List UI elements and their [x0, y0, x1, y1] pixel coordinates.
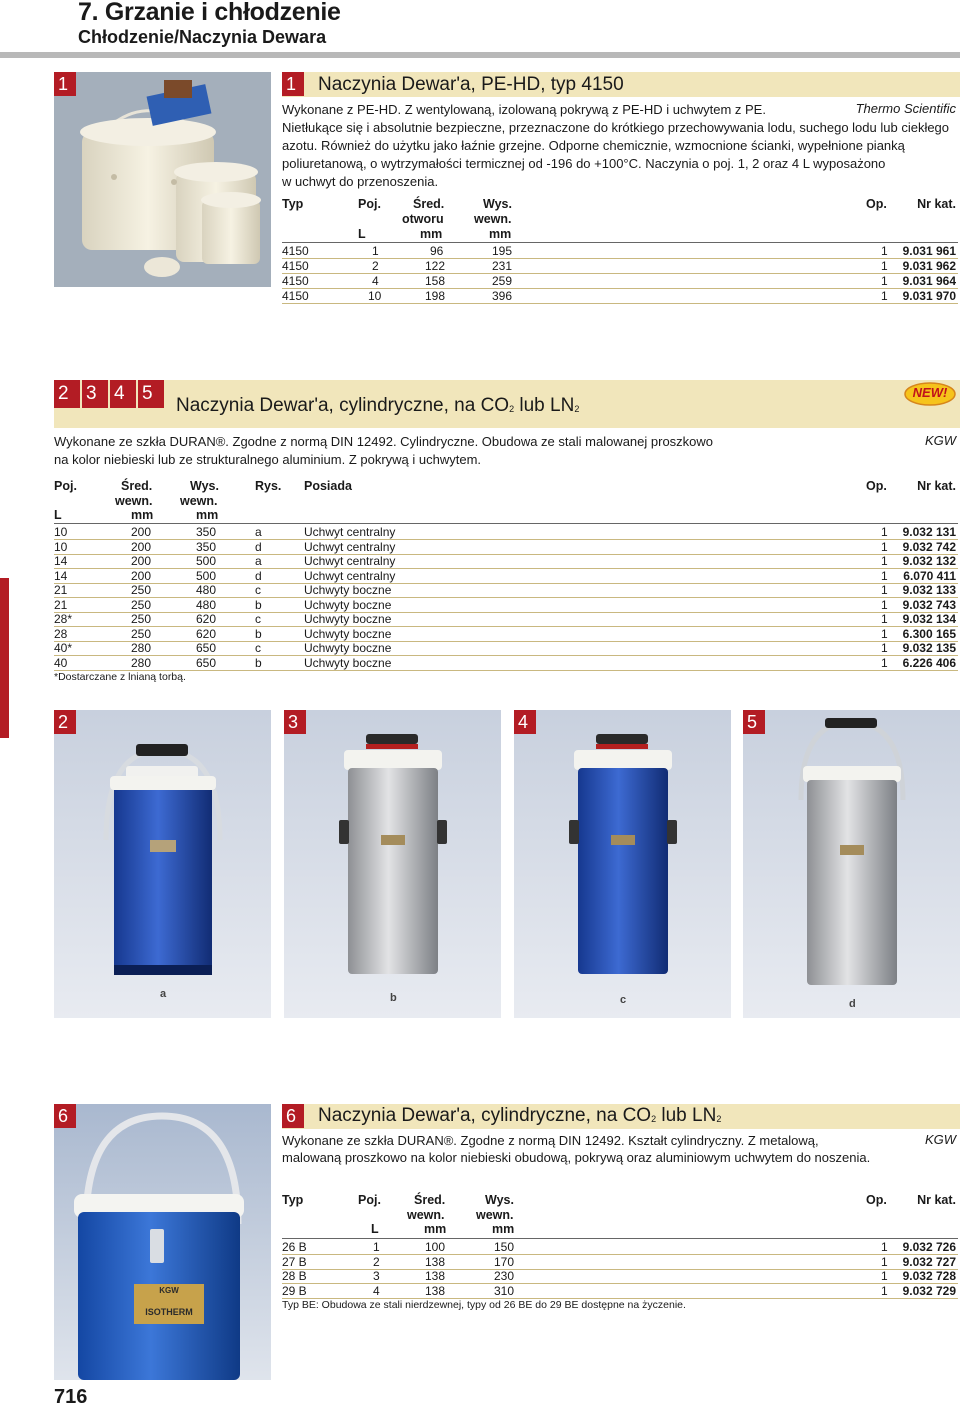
chapter-title: 7. Grzanie i chłodzenie: [78, 0, 341, 26]
s1-cell-op: 1: [881, 259, 888, 273]
section6-vendor: KGW: [924, 1132, 956, 1147]
section2-badge-2: 2: [54, 380, 80, 408]
s6-col-sred: Śred.: [414, 1193, 446, 1207]
s2-cell-nr: 9.032 743: [902, 597, 956, 612]
s2-cell-op: 1: [881, 525, 888, 539]
photo-label-c: c: [620, 994, 627, 1006]
s2-cell-wys: 620: [196, 626, 217, 641]
s6-col-op: Op.: [866, 1193, 887, 1207]
row-rule: [54, 641, 958, 642]
s1-col-otworu: otworu: [402, 212, 444, 226]
s2-cell-poj: 40: [54, 655, 68, 670]
s6-cell-wys: 150: [494, 1240, 515, 1254]
row-rule: [54, 626, 958, 627]
s2-cell-posiada: Uchwyt centralny: [304, 554, 396, 568]
section2-badge-3: 3: [82, 380, 108, 408]
section1-badge: 1: [282, 72, 304, 96]
section1-desc-line-4: poliuretanową, o wytrzymałości termicznej od -196 do +100°C. Naczynia o poj. 1, 2 oraz 4 L wyposażono: [282, 156, 886, 171]
s1-cell-typ: 4150: [282, 244, 309, 258]
s6-cell-sred: 138: [425, 1269, 446, 1283]
s2-cell-poj: 21: [54, 597, 68, 612]
chapter-subtitle: Chłodzenie/Naczynia Dewara: [78, 27, 327, 47]
dewar-blue-side-handles: [514, 710, 731, 1018]
s1-cell-wys: 195: [492, 244, 513, 258]
photo-badge-4: 4: [514, 710, 536, 734]
s6-cell-op: 1: [881, 1269, 888, 1283]
s6-cell-poj: 4: [373, 1283, 380, 1298]
s2-cell-nr: 9.032 131: [902, 525, 956, 539]
s1-cell-typ: 4150: [282, 259, 309, 273]
s2-cell-sred: 250: [131, 583, 152, 597]
row-rule: [54, 539, 958, 540]
s2-cell-wys: 620: [196, 612, 217, 626]
chapter-side-tab: [0, 578, 9, 738]
s2-cell-rys: d: [255, 539, 262, 554]
s2-cell-op: 1: [881, 655, 888, 670]
s2-cell-sred: 280: [131, 655, 152, 670]
s2-unit-mm1: mm: [131, 508, 154, 522]
s2-cell-posiada: Uchwyty boczne: [304, 626, 392, 641]
s2-cell-op: 1: [881, 568, 888, 583]
section6-title: [318, 1105, 721, 1127]
photo-label-d: d: [849, 998, 856, 1010]
s1-cell-poj: 1: [372, 244, 379, 258]
s6-title-sub1: 2: [651, 1114, 657, 1124]
s2-col-poj: Poj.: [54, 479, 77, 493]
dewar-isotherm-blue: [54, 1104, 271, 1380]
section2-badge-5: 5: [138, 380, 164, 408]
row-rule: [282, 288, 958, 289]
s1-cell-sred: 158: [425, 274, 446, 288]
s2-cell-poj: 21: [54, 583, 68, 597]
s2-cell-op: 1: [881, 597, 888, 612]
s6-cell-poj: 2: [373, 1254, 380, 1269]
s2-cell-sred: 280: [131, 641, 152, 655]
s6-cell-wys: 170: [494, 1254, 515, 1269]
isotherm-brand-label: KGW: [159, 1286, 179, 1295]
row-rule: [54, 583, 958, 584]
row-rule: [282, 1283, 958, 1284]
s6-cell-op: 1: [881, 1283, 888, 1298]
s1-cell-sred: 96: [430, 244, 444, 258]
s1-cell-op: 1: [881, 274, 888, 288]
photo-badge-6: 6: [54, 1104, 76, 1128]
row-rule: [54, 670, 958, 671]
s2-cell-op: 1: [881, 583, 888, 597]
s2-cell-posiada: Uchwyty boczne: [304, 641, 392, 655]
s2-cell-wys: 480: [196, 583, 217, 597]
s2-cell-rys: b: [255, 597, 262, 612]
s2-cell-op: 1: [881, 612, 888, 626]
s2-cell-op: 1: [881, 641, 888, 655]
s2-cell-poj: 28*: [54, 612, 73, 626]
photo-label-b: b: [390, 992, 397, 1004]
s1-cell-poj: 4: [372, 274, 379, 288]
s6-header-rule: [282, 1238, 958, 1239]
s6-cell-typ: 26 B: [282, 1240, 307, 1254]
s6-cell-wys: 310: [494, 1283, 515, 1298]
s2-cell-nr: 6.070 411: [903, 568, 956, 583]
s1-cell-nr: 9.031 964: [902, 274, 956, 288]
s2-cell-wys: 350: [196, 539, 217, 554]
s2-cell-rys: a: [255, 525, 262, 539]
s1-cell-poj: 10: [368, 289, 382, 303]
row-rule: [282, 258, 958, 259]
s6-cell-sred: 100: [425, 1240, 446, 1254]
section2-desc-line-1: Wykonane ze szkła DURAN®. Zgodne z normą DIN 12492. Cylindryczne. Obudowa ze stali malowanej proszkowo: [54, 434, 714, 449]
s6-title-text: Naczynia Dewar'a, cylindryczne, na CO: [318, 1105, 652, 1126]
s1-cell-wys: 231: [492, 259, 513, 273]
product-photo-6: [54, 1104, 271, 1380]
s6-unit-mm2: mm: [492, 1222, 515, 1236]
s1-header-rule: [282, 242, 958, 243]
s2-col-sred: Śred.: [121, 479, 153, 493]
section1-desc-line-3: azotu. Również do użytku jako łaźnie grzejne. Odporne chemicznie, wzmocnione ścianki, wypełnione pianką: [282, 138, 905, 153]
s2-cell-sred: 250: [131, 612, 152, 626]
s6-title-sub2: 2: [716, 1114, 722, 1124]
s2-cell-sred: 200: [131, 525, 152, 539]
s1-cell-wys: 259: [492, 274, 513, 288]
section1-title: Naczynia Dewar'a, PE-HD, typ 4150: [318, 74, 624, 95]
s6-title-mid: lub LN: [656, 1105, 717, 1126]
s2-unit-l: L: [54, 508, 62, 522]
s1-col-wys: Wys.: [483, 197, 512, 211]
dewar-blue-central-handle: [54, 710, 271, 1018]
s2-col-op: Op.: [866, 479, 887, 493]
new-badge-text: NEW!: [912, 385, 948, 400]
pe-dewars-illustration: [54, 72, 271, 287]
s2-col-wewn2: wewn.: [180, 494, 218, 508]
s2-col-wewn1: wewn.: [115, 494, 153, 508]
header-rule: [0, 52, 960, 58]
s2-cell-sred: 250: [131, 597, 152, 612]
s2-title-mid: lub LN: [514, 395, 575, 416]
s6-cell-nr: 9.032 727: [902, 1254, 956, 1269]
s2-title-sub2: 2: [574, 404, 580, 414]
s1-col-op: Op.: [866, 197, 887, 211]
section2-desc-line-2: na kolor niebieski lub ze strukturalnego aluminium. Z pokrywą i uchwytem.: [54, 452, 482, 467]
s2-cell-wys: 650: [196, 655, 217, 670]
s2-cell-poj: 14: [54, 568, 68, 583]
s2-cell-op: 1: [881, 539, 888, 554]
s2-cell-posiada: Uchwyt centralny: [304, 525, 396, 539]
s6-cell-op: 1: [881, 1254, 888, 1269]
row-rule: [54, 597, 958, 598]
s6-col-nr: Nr kat.: [917, 1193, 956, 1207]
s2-cell-poj: 28: [54, 626, 68, 641]
s1-unit-mm2: mm: [489, 227, 512, 241]
s2-cell-posiada: Uchwyty boczne: [304, 612, 392, 626]
s2-cell-wys: 500: [196, 568, 217, 583]
row-rule: [282, 303, 958, 304]
row-rule: [54, 612, 958, 613]
s2-header-rule: [54, 523, 958, 524]
s2-cell-posiada: Uchwyt centralny: [304, 539, 396, 554]
s1-col-nr: Nr kat.: [917, 197, 956, 211]
s2-cell-wys: 480: [196, 597, 217, 612]
s1-cell-sred: 122: [425, 259, 446, 273]
s6-cell-nr: 9.032 729: [902, 1283, 956, 1298]
s1-col-sred: Śred.: [413, 197, 445, 211]
product-photo-3: [284, 710, 501, 1018]
product-photo-4: [514, 710, 731, 1018]
product-photo-5: [743, 710, 960, 1018]
s1-col-wewn: wewn.: [474, 212, 512, 226]
s1-cell-typ: 4150: [282, 289, 309, 303]
s2-title-sub1: 2: [509, 404, 515, 414]
page-number: 716: [54, 1386, 88, 1408]
dewar-aluminium-side-handles: [284, 710, 501, 1018]
s2-cell-rys: c: [255, 583, 261, 597]
dewar-aluminium-central-handle: [743, 710, 960, 1018]
s2-title-text: Naczynia Dewar'a, cylindryczne, na CO: [176, 395, 510, 416]
s6-cell-typ: 27 B: [282, 1254, 307, 1269]
s2-col-wys: Wys.: [190, 479, 219, 493]
s1-cell-nr: 9.031 962: [902, 259, 956, 273]
s2-unit-mm2: mm: [196, 508, 219, 522]
s6-cell-sred: 138: [425, 1283, 446, 1298]
s6-cell-wys: 230: [494, 1269, 515, 1283]
s2-cell-rys: b: [255, 655, 262, 670]
s6-cell-typ: 29 B: [282, 1283, 307, 1298]
s2-cell-poj: 40*: [54, 641, 73, 655]
s6-col-poj: Poj.: [358, 1193, 381, 1207]
s6-cell-sred: 138: [425, 1254, 446, 1269]
row-rule: [54, 655, 958, 656]
s2-cell-posiada: Uchwyt centralny: [304, 568, 396, 583]
s2-cell-sred: 200: [131, 554, 152, 568]
s1-col-typ: Typ: [282, 197, 304, 211]
section6-footnote: Typ BE: Obudowa ze stali nierdzewnej, typy od 26 BE do 29 BE dostępne na życzenie.: [282, 1299, 686, 1311]
section1-vendor: Thermo Scientific: [855, 101, 956, 116]
s1-unit-mm1: mm: [420, 227, 443, 241]
s2-cell-wys: 650: [196, 641, 217, 655]
row-rule: [54, 568, 958, 569]
s2-cell-posiada: Uchwyty boczne: [304, 597, 392, 612]
s6-cell-nr: 9.032 728: [902, 1269, 956, 1283]
s2-cell-rys: d: [255, 568, 262, 583]
section2-badge-4: 4: [110, 380, 136, 408]
s2-cell-sred: 200: [131, 568, 152, 583]
s6-cell-op: 1: [881, 1240, 888, 1254]
s1-cell-op: 1: [881, 289, 888, 303]
s2-cell-nr: 9.032 135: [902, 641, 956, 655]
s2-cell-wys: 500: [196, 554, 217, 568]
s2-cell-op: 1: [881, 626, 888, 641]
s2-cell-poj: 14: [54, 554, 68, 568]
s6-cell-typ: 28 B: [282, 1269, 307, 1283]
s2-cell-rys: b: [255, 626, 262, 641]
s2-cell-rys: c: [255, 641, 261, 655]
s6-unit-l: L: [371, 1222, 379, 1236]
s1-cell-wys: 396: [492, 289, 513, 303]
s2-cell-nr: 6.300 165: [902, 626, 956, 641]
section2-vendor: KGW: [924, 433, 956, 448]
s2-cell-op: 1: [881, 554, 888, 568]
row-rule: [282, 273, 958, 274]
s6-col-wewn1: wewn.: [407, 1208, 445, 1222]
section1-desc-line-1: Wykonane z PE-HD. Z wentylowaną, izolowaną pokrywą z PE-HD i uchwytem z PE.: [282, 102, 766, 117]
photo-badge-2: 2: [54, 710, 76, 734]
s6-unit-mm1: mm: [424, 1222, 447, 1236]
s1-col-poj: Poj.: [358, 197, 381, 211]
s1-cell-nr: 9.031 970: [902, 289, 956, 303]
s6-cell-nr: 9.032 726: [902, 1240, 956, 1254]
section1-desc-line-5: w uchwyt do przenoszenia.: [282, 174, 439, 189]
s2-cell-posiada: Uchwyty boczne: [304, 583, 392, 597]
photo-label-a: a: [160, 988, 167, 1000]
s2-cell-nr: 9.032 742: [902, 539, 956, 554]
s1-cell-op: 1: [881, 244, 888, 258]
section6-desc-line-1: Wykonane ze szkła DURAN®. Zgodne z normą DIN 12492. Kształt cylindryczny. Z metalową,: [282, 1133, 819, 1148]
section1-desc-line-2: Nietłukące się i absolutnie bezpieczne, przeznaczone do krótkiego przechowywania lodu, suchego lodu lub ciekłego: [282, 120, 950, 135]
s2-cell-poj: 10: [54, 539, 68, 554]
product-photo-2: [54, 710, 271, 1018]
s1-cell-poj: 2: [372, 259, 379, 273]
s2-cell-sred: 250: [131, 626, 152, 641]
s6-cell-poj: 3: [373, 1269, 380, 1283]
s2-col-rys: Rys.: [255, 479, 282, 493]
photo-badge-5: 5: [743, 710, 765, 734]
row-rule: [282, 1269, 958, 1270]
section2-title: [176, 395, 579, 417]
s1-cell-nr: 9.031 961: [902, 244, 956, 258]
row-rule: [282, 1254, 958, 1255]
product-photo-pe-dewars: [54, 72, 271, 287]
s2-cell-nr: 6.226 406: [902, 655, 956, 670]
s6-col-wewn2: wewn.: [476, 1208, 514, 1222]
s2-cell-rys: c: [255, 612, 261, 626]
photo-badge-3: 3: [284, 710, 306, 734]
s2-cell-nr: 9.032 132: [902, 554, 956, 568]
s6-cell-poj: 1: [373, 1240, 380, 1254]
row-rule: [54, 554, 958, 555]
photo-badge-1: 1: [54, 72, 76, 96]
s1-unit-l: L: [358, 227, 366, 241]
s2-cell-sred: 200: [131, 539, 152, 554]
section6-desc-line-2: malowaną proszkowo na kolor niebieski obudową, pokrywą oraz aluminiowym uchwytem do noszenia.: [282, 1150, 871, 1165]
s6-col-typ: Typ: [282, 1193, 304, 1207]
s2-cell-wys: 350: [196, 525, 217, 539]
s2-col-posiada: Posiada: [304, 479, 352, 493]
s1-cell-sred: 198: [425, 289, 446, 303]
s2-col-nr: Nr kat.: [917, 479, 956, 493]
section6-badge: 6: [282, 1104, 304, 1128]
s6-col-wys: Wys.: [485, 1193, 514, 1207]
isotherm-product-label: ISOTHERM: [145, 1307, 193, 1317]
s2-cell-rys: a: [255, 554, 262, 568]
s1-cell-typ: 4150: [282, 274, 309, 288]
s2-cell-posiada: Uchwyty boczne: [304, 655, 392, 670]
section2-footnote: *Dostarczane z lnianą torbą.: [54, 671, 186, 683]
s2-cell-nr: 9.032 134: [902, 612, 956, 626]
s2-cell-nr: 9.032 133: [902, 583, 956, 597]
s2-cell-poj: 10: [54, 525, 68, 539]
new-badge: [904, 382, 956, 406]
